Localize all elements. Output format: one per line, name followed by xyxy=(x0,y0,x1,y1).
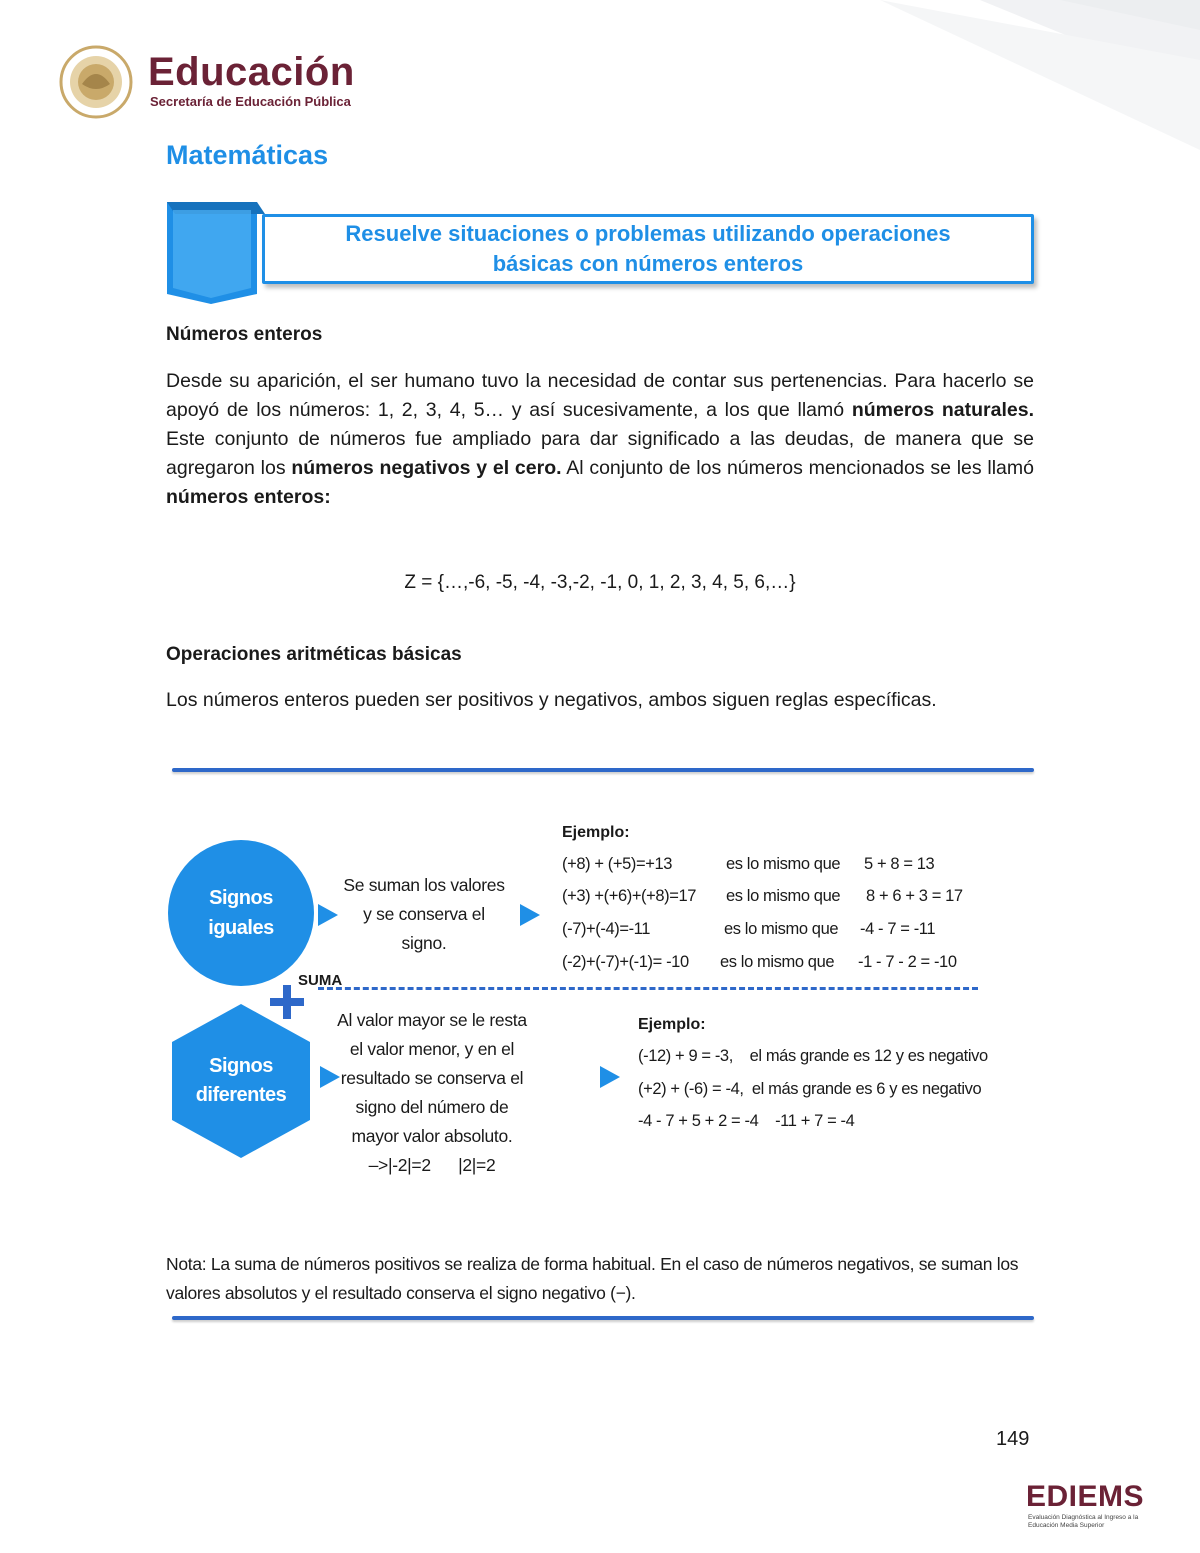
note-text: Nota: La suma de números positivos se realiza de forma habitual. En el caso de números negativos, se suman los valores absolutos y el resultado conserva el signo negativo (−). xyxy=(166,1254,1019,1303)
equal-signs-rule xyxy=(336,871,512,958)
operations-paragraph: Los números enteros pueden ser positivos y negativos, ambos siguen reglas específicas. xyxy=(166,689,937,711)
arrow-right-icon xyxy=(600,1066,620,1088)
arrow-right-icon xyxy=(318,904,338,926)
section-heading-operations: Operaciones aritméticas básicas xyxy=(166,644,462,665)
equal-example-same: es lo mismo que xyxy=(720,953,835,971)
bold-integers: números enteros: xyxy=(166,486,331,508)
different-signs-label-2: diferentes xyxy=(195,1084,287,1106)
equal-example-expr: (+8) + (+5)=+13 xyxy=(562,855,673,873)
equal-example-result: 5 + 8 = 13 xyxy=(864,855,935,873)
bold-zero: el cero. xyxy=(492,457,562,479)
rule-line: signo. xyxy=(401,933,447,953)
rule-line: mayor valor absoluto. xyxy=(351,1126,513,1146)
integer-set-formula: Z = {…,-6, -5, -4, -3,-2, -1, 0, 1, 2, 3, 4, 5, 6,…} xyxy=(404,572,796,593)
paragraph-text: Al conjunto de los números mencionados se les llamó xyxy=(561,457,1034,479)
rule-line: Se suman los valores xyxy=(343,875,505,895)
equal-example-same: es lo mismo que xyxy=(726,887,841,905)
ediems-logo-subtitle: Evaluación Diagnóstica al Ingreso a la Educación Media Superior xyxy=(1028,1514,1139,1529)
rule-line: Al valor mayor se le resta xyxy=(337,1010,527,1030)
equal-example-same: es lo mismo que xyxy=(726,855,841,873)
arrow-right-icon xyxy=(520,904,540,926)
rule-line: –>|-2|=2 |2|=2 xyxy=(368,1155,496,1175)
divider-top xyxy=(172,768,1034,772)
equal-example-expr: (-7)+(-4)=-11 xyxy=(562,920,651,938)
bold-negative-numbers: números negativos xyxy=(291,457,471,479)
different-example-title: Ejemplo: xyxy=(638,1016,706,1033)
government-seal-icon xyxy=(58,44,134,120)
rule-line: signo del número de xyxy=(355,1097,509,1117)
operation-label: SUMA xyxy=(298,972,343,989)
rule-line: el valor menor, y en el xyxy=(349,1039,515,1059)
equal-example-same: es lo mismo que xyxy=(724,920,839,938)
different-example-line: (-12) + 9 = -3, el más grande es 12 y es negativo xyxy=(638,1047,988,1065)
dashed-separator xyxy=(318,987,978,990)
equal-signs-circle xyxy=(168,840,314,986)
equal-signs-label-2: iguales xyxy=(208,917,274,939)
bold-connector: y xyxy=(470,457,493,479)
equal-signs-label-1: Signos xyxy=(209,887,273,909)
equal-example-result: -4 - 7 = -11 xyxy=(860,920,936,938)
integers-paragraph xyxy=(166,367,1034,512)
objective-banner xyxy=(262,214,1034,284)
rule-line: resultado se conserva el xyxy=(340,1068,524,1088)
equal-example-expr: (-2)+(-7)+(-1)= -10 xyxy=(562,953,689,971)
banner-line-1: Resuelve situaciones o problemas utilizando operaciones xyxy=(345,221,951,246)
different-signs-label-1: Signos xyxy=(209,1055,273,1077)
subject-title: Matemáticas xyxy=(166,140,329,170)
bold-natural-numbers: números naturales. xyxy=(851,399,1035,421)
page-number: 149 xyxy=(996,1428,1030,1450)
section-heading-integers: Números enteros xyxy=(166,324,323,345)
different-example-line: (+2) + (-6) = -4, el más grande es 6 y es negativo xyxy=(638,1080,982,1098)
paragraph-text: Desde su aparición, el ser humano tuvo la necesidad de contar sus pertenencias. Para hacerlo se apoyó de los números: 1, 2, 3, 4, 5… y así sucesivamente, a los que llamó xyxy=(166,370,1034,421)
different-signs-label xyxy=(172,1004,310,1158)
equal-example-result: 8 + 6 + 3 = 17 xyxy=(866,887,963,905)
equal-example-result: -1 - 7 - 2 = -10 xyxy=(858,953,957,971)
paragraph-text: Este conjunto de números fue ampliado para dar significado a las deudas, de manera que se agregaron los xyxy=(166,428,1034,479)
different-example-line: -4 - 7 + 5 + 2 = -4 -11 + 7 = -4 xyxy=(638,1112,855,1130)
equal-example-title: Ejemplo: xyxy=(562,824,630,841)
banner-line-2: básicas con números enteros xyxy=(492,251,804,276)
equal-example-expr: (+3) +(+6)+(+8)=17 xyxy=(562,887,697,905)
brand-subtitle: Secretaría de Educación Pública xyxy=(150,94,351,109)
banner-ribbon-icon xyxy=(165,190,265,306)
brand-title: Educación xyxy=(148,50,355,94)
divider-bottom xyxy=(172,1316,1034,1320)
different-signs-rule xyxy=(330,1006,534,1180)
ediems-logo: EDIEMS xyxy=(1026,1480,1145,1513)
rule-line: y se conserva el xyxy=(363,904,485,924)
